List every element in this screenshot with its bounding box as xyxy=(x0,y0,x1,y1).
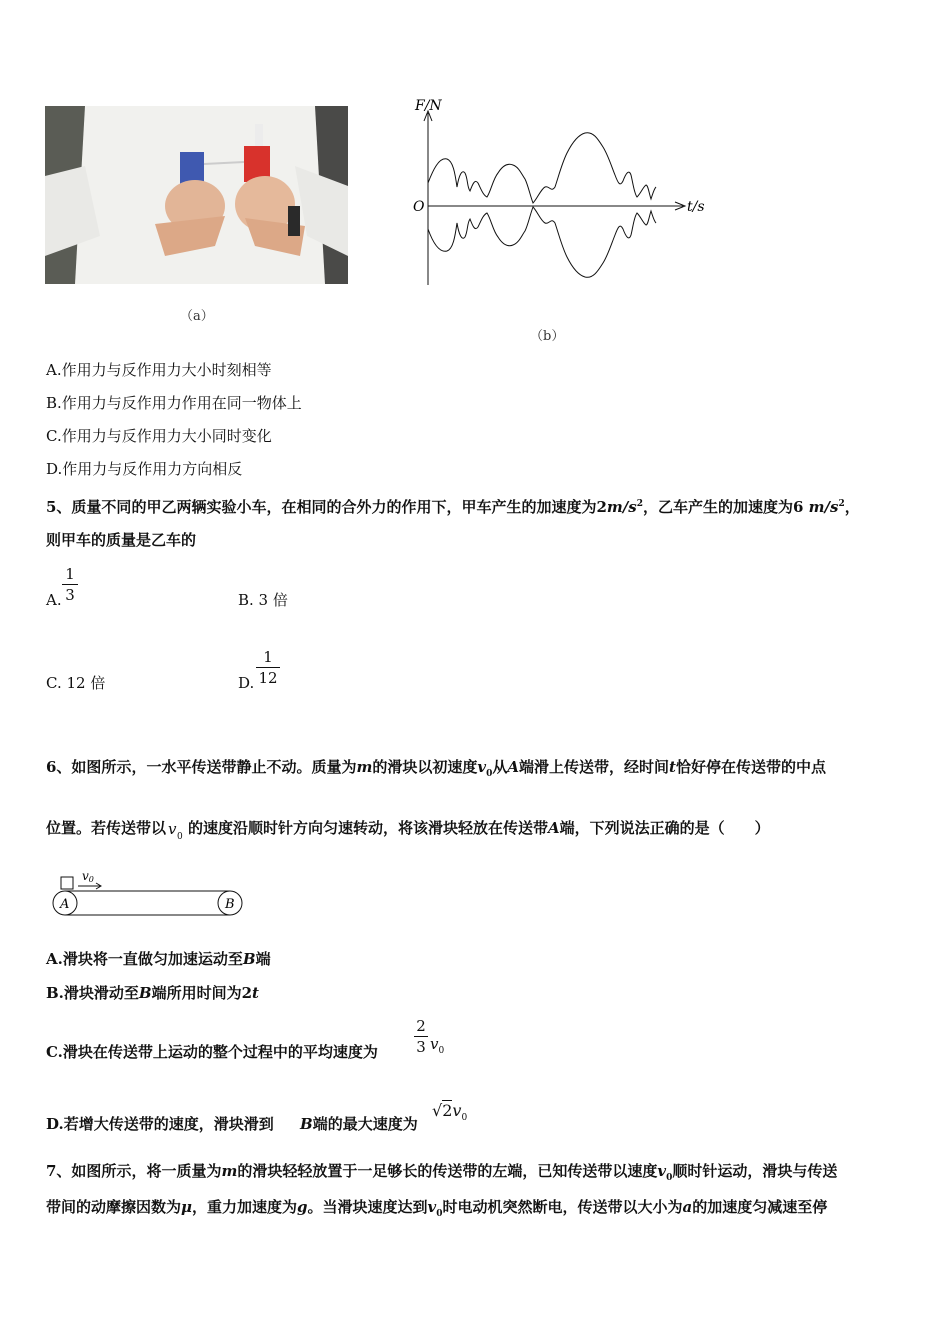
figure-b-graph xyxy=(405,95,715,295)
q6-option-c-fraction: 2 3 xyxy=(414,1017,428,1056)
pulley-a-label: A xyxy=(60,897,70,912)
force-curve-lower xyxy=(428,207,656,277)
q5-option-b: B. 3 倍 xyxy=(238,591,288,609)
velocity-label: v0 xyxy=(82,869,94,884)
x-axis-label: t/s xyxy=(687,199,705,215)
q6-option-d-b: B端的最大速度为 xyxy=(300,1115,418,1133)
q5-option-c: C. 12 倍 xyxy=(46,674,106,692)
q5-option-a-fraction: 1 3 xyxy=(62,565,78,604)
q5-option-d-fraction: 1 12 xyxy=(256,648,280,687)
figure-a-caption: （a） xyxy=(180,309,214,324)
q6-option-d: D.若增大传送带的速度，滑块滑到 xyxy=(46,1115,274,1133)
q6-option-d-sqrt: $√2v_0$ xyxy=(432,1101,468,1124)
q6-conveyor-figure xyxy=(48,866,248,922)
force-curve-upper xyxy=(428,133,656,203)
q4-option-c: C.作用力与反作用力大小同时变化 xyxy=(46,427,272,445)
q6-option-b: B.滑块滑动至B端所用时间为2t xyxy=(46,984,259,1002)
q5-option-a-label: A. xyxy=(46,591,62,609)
slider-block xyxy=(61,877,73,889)
q6-option-c-v0: $v_0$ xyxy=(430,1035,445,1056)
q6-stem-line2: 位置。若传送带以 v 0 的速度沿顺时针方向匀速转动，将该滑块轻放在传送带A端，下列说法正确的是（ ） xyxy=(46,819,770,842)
q6-option-a: A.滑块将一直做匀加速运动至B端 xyxy=(46,950,271,968)
sqrt-icon: √ xyxy=(432,1101,443,1120)
photo-illustration xyxy=(45,106,348,284)
q4-option-a: A.作用力与反作用力大小时刻相等 xyxy=(46,361,272,379)
q4-option-d: D.作用力与反作用力方向相反 xyxy=(46,460,243,478)
figure-b-caption: （b） xyxy=(530,329,565,344)
q5-option-d-label: D. xyxy=(238,674,255,692)
y-axis-label: F/N xyxy=(415,98,442,114)
origin-label: O xyxy=(413,199,425,215)
pulley-b-label: B xyxy=(225,897,235,912)
q5-stem-line1: 5、质量不同的甲乙两辆实验小车，在相同的合外力的作用下，甲车产生的加速度为$2m/s^2$，乙车产生的加速度为6 $m/s^2$， xyxy=(46,498,860,516)
q5-stem-line2: 则甲车的质量是乙车的 xyxy=(46,531,197,549)
q6-option-c: C.滑块在传送带上运动的整个过程中的平均速度为 xyxy=(46,1043,378,1061)
q6-stem-line1: 6、如图所示，一水平传送带静止不动。质量为m的滑块以初速度$v_0$从A端滑上传送带，经时间t恰好停在传送带的中点 xyxy=(46,758,826,779)
q7-stem-line1: 7、如图所示，将一质量为m的滑块轻轻放置于一足够长的传送带的左端，已知传送带以速度$v_0$顺时针运动，滑块与传送 xyxy=(46,1162,838,1183)
figure-a-photo xyxy=(45,106,348,284)
q7-stem-line2: 带间的动摩擦因数为μ，重力加速度为g。当滑块速度达到$v_0$时电动机突然断电，传送带以大小为a的加速度匀减速至停 xyxy=(46,1198,828,1219)
q4-option-b: B.作用力与反作用力作用在同一物体上 xyxy=(46,394,302,412)
